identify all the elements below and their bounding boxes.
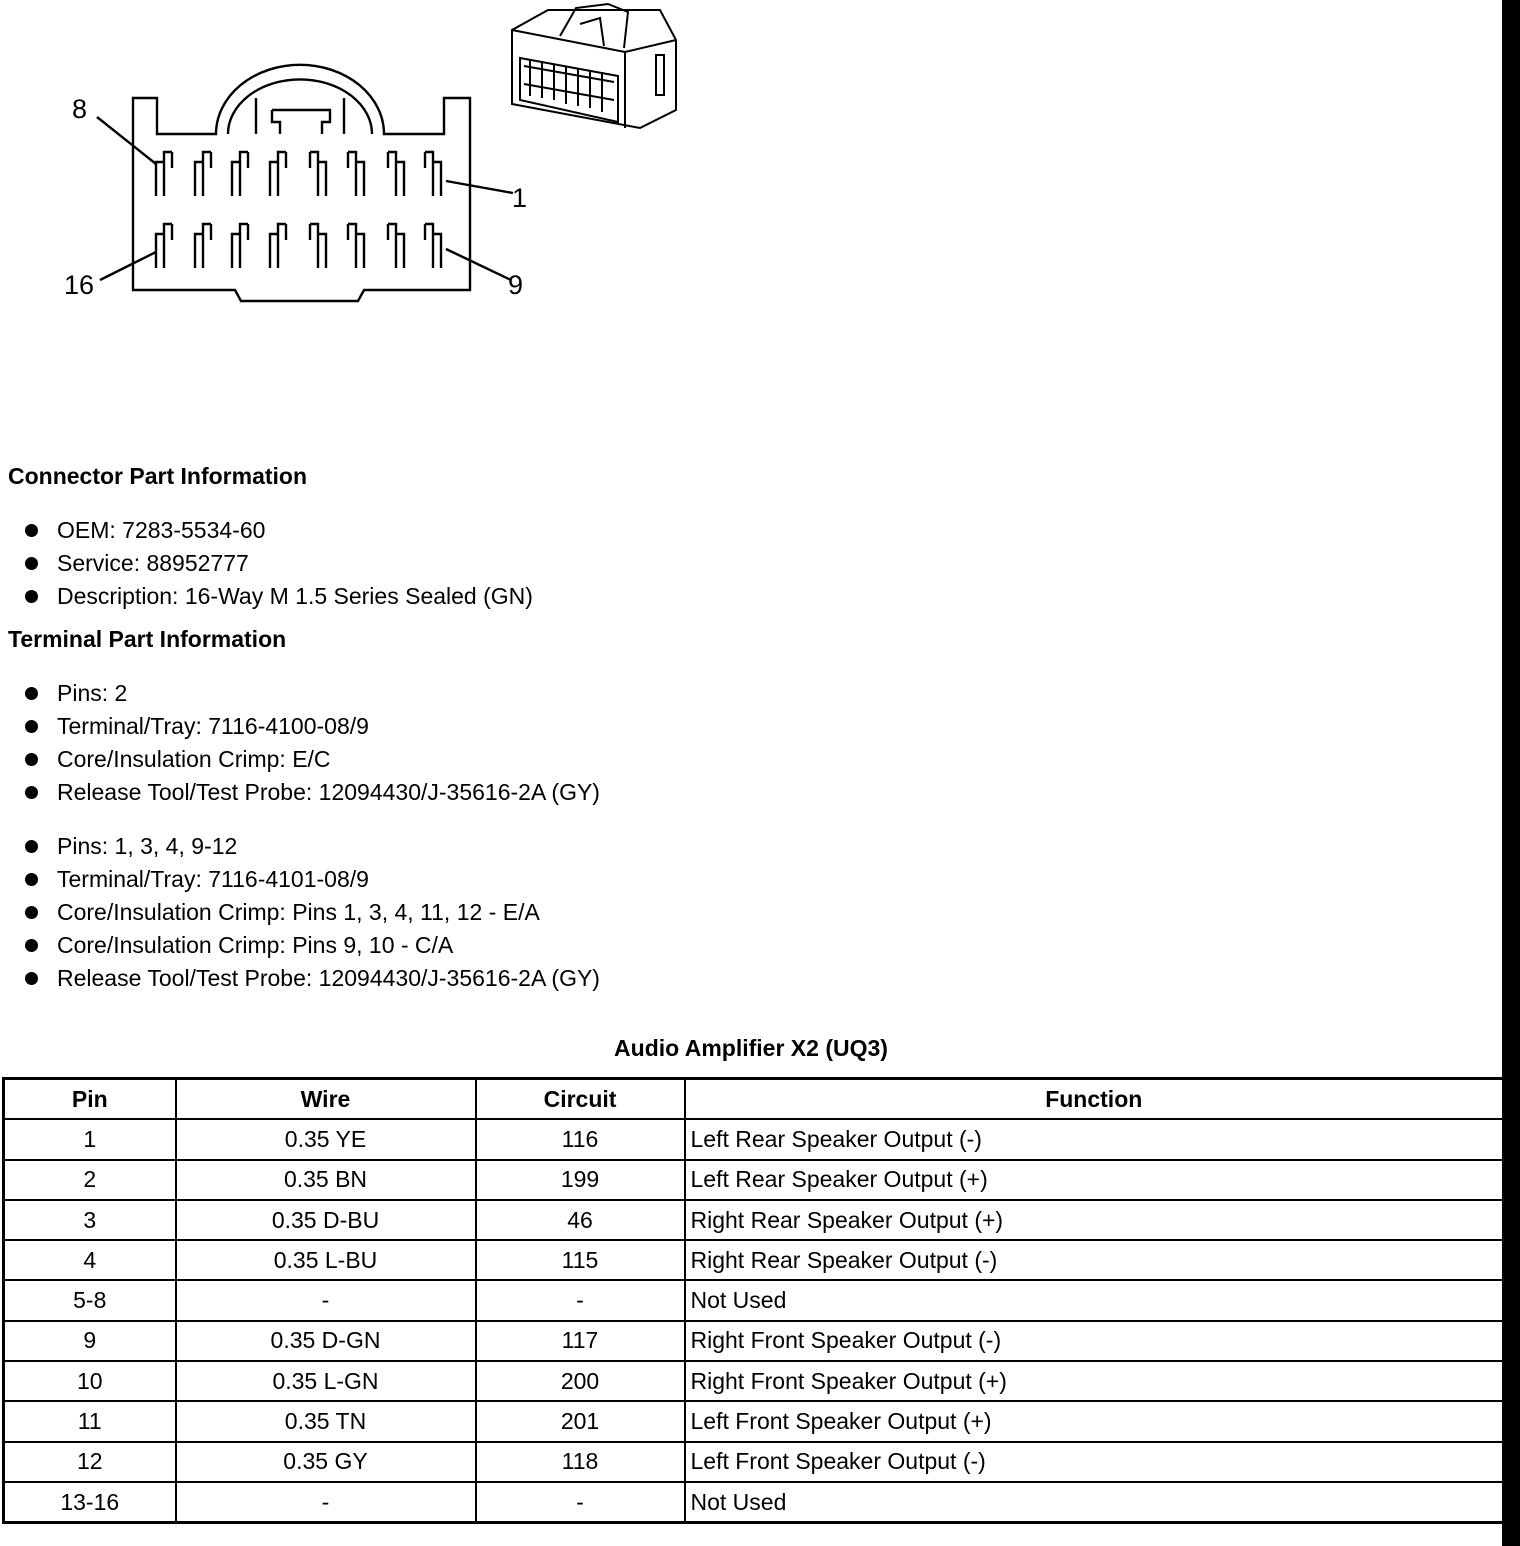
- pinout-table: [2, 1077, 1505, 1524]
- list-item: Pins: 2: [24, 677, 600, 710]
- cell-pin: 13-16: [4, 1482, 176, 1523]
- cell-function: Left Front Speaker Output (-): [685, 1442, 1504, 1482]
- table-row: [4, 1200, 1504, 1240]
- col-header-function: Function: [685, 1079, 1504, 1120]
- list-item: Terminal/Tray: 7116-4101-08/9: [24, 863, 600, 896]
- terminal-cavity: [156, 152, 172, 196]
- cell-function: Right Front Speaker Output (-): [685, 1321, 1504, 1361]
- cell-wire: 0.35 YE: [176, 1119, 476, 1159]
- cell-pin: 9: [4, 1321, 176, 1361]
- list-item: Service: 88952777: [24, 547, 533, 580]
- cell-pin: 5-8: [4, 1280, 176, 1320]
- cell-circuit: -: [476, 1482, 685, 1523]
- pin-label-1: 1: [512, 183, 528, 213]
- cell-pin: 3: [4, 1200, 176, 1240]
- cell-function: Right Front Speaker Output (+): [685, 1361, 1504, 1401]
- cell-circuit: 115: [476, 1240, 685, 1280]
- terminal-cavity: [195, 152, 211, 196]
- cell-pin: 2: [4, 1160, 176, 1200]
- cell-circuit: 117: [476, 1321, 685, 1361]
- cell-pin: 11: [4, 1401, 176, 1441]
- table-row: [4, 1361, 1504, 1401]
- cell-wire: 0.35 L-BU: [176, 1240, 476, 1280]
- cell-wire: 0.35 D-GN: [176, 1321, 476, 1361]
- connector-isometric-sketch: [512, 4, 676, 128]
- table-row: [4, 1119, 1504, 1159]
- cell-wire: 0.35 GY: [176, 1442, 476, 1482]
- col-header-pin: Pin: [4, 1079, 176, 1120]
- cell-circuit: -: [476, 1280, 685, 1320]
- cell-circuit: 199: [476, 1160, 685, 1200]
- cell-circuit: 118: [476, 1442, 685, 1482]
- terminal-cavity: [232, 224, 248, 268]
- list-item: OEM: 7283-5534-60: [24, 514, 533, 547]
- list-item: Terminal/Tray: 7116-4100-08/9: [24, 710, 600, 743]
- cell-pin: 4: [4, 1240, 176, 1280]
- list-item: Pins: 1, 3, 4, 9-12: [24, 830, 600, 863]
- terminal-cavity: [310, 152, 326, 196]
- terminal-info-list-2: [24, 830, 600, 995]
- cell-function: Left Front Speaker Output (+): [685, 1401, 1504, 1441]
- pin-label-9: 9: [508, 270, 524, 300]
- list-item: Core/Insulation Crimp: Pins 1, 3, 4, 11, 12 - E/A: [24, 896, 600, 929]
- cell-circuit: 116: [476, 1119, 685, 1159]
- table-row: [4, 1442, 1504, 1482]
- col-header-circuit: Circuit: [476, 1079, 685, 1120]
- cell-wire: 0.35 D-BU: [176, 1200, 476, 1240]
- table-row: [4, 1321, 1504, 1361]
- list-item: Core/Insulation Crimp: E/C: [24, 743, 600, 776]
- cell-wire: 0.35 L-GN: [176, 1361, 476, 1401]
- cell-pin: 10: [4, 1361, 176, 1401]
- terminal-cavity: [232, 152, 248, 196]
- list-item: Description: 16-Way M 1.5 Series Sealed (GN): [24, 580, 533, 613]
- cell-circuit: 46: [476, 1200, 685, 1240]
- terminal-cavity: [270, 224, 286, 268]
- table-header-row: [4, 1079, 1504, 1120]
- cell-circuit: 200: [476, 1361, 685, 1401]
- terminal-cavity: [195, 224, 211, 268]
- cell-circuit: 201: [476, 1401, 685, 1441]
- pin-label-16: 16: [64, 270, 95, 300]
- terminal-cavity: [388, 224, 404, 268]
- table-row: [4, 1401, 1504, 1441]
- cell-function: Right Rear Speaker Output (-): [685, 1240, 1504, 1280]
- cell-function: Left Rear Speaker Output (+): [685, 1160, 1504, 1200]
- terminal-info-title: Terminal Part Information: [8, 626, 287, 652]
- terminal-cavity: [425, 224, 441, 268]
- terminal-cavity: [156, 224, 172, 268]
- list-item: Release Tool/Test Probe: 12094430/J-35616-2A (GY): [24, 962, 600, 995]
- table-row: [4, 1240, 1504, 1280]
- cell-wire: -: [176, 1482, 476, 1523]
- terminal-cavity: [348, 152, 364, 196]
- cell-pin: 1: [4, 1119, 176, 1159]
- connector-info-title: Connector Part Information: [8, 463, 308, 489]
- terminal-cavity: [425, 152, 441, 196]
- list-item: Core/Insulation Crimp: Pins 9, 10 - C/A: [24, 929, 600, 962]
- cell-wire: -: [176, 1280, 476, 1320]
- cell-function: Left Rear Speaker Output (-): [685, 1119, 1504, 1159]
- table-row: [4, 1482, 1504, 1523]
- table-row: [4, 1280, 1504, 1320]
- cell-wire: 0.35 TN: [176, 1401, 476, 1441]
- col-header-wire: Wire: [176, 1079, 476, 1120]
- cell-wire: 0.35 BN: [176, 1160, 476, 1200]
- table-title: Audio Amplifier X2 (UQ3): [614, 1035, 888, 1061]
- terminal-cavity: [388, 152, 404, 196]
- table-row: [4, 1160, 1504, 1200]
- cell-function: Right Rear Speaker Output (+): [685, 1200, 1504, 1240]
- terminal-cavity: [310, 224, 326, 268]
- terminal-info-list-1: [24, 677, 600, 809]
- cell-function: Not Used: [685, 1280, 1504, 1320]
- cell-pin: 12: [4, 1442, 176, 1482]
- terminal-cavity: [270, 152, 286, 196]
- terminal-cavity: [348, 224, 364, 268]
- list-item: Release Tool/Test Probe: 12094430/J-35616-2A (GY): [24, 776, 600, 809]
- pin-label-8: 8: [72, 94, 88, 124]
- connector-info-list: [24, 514, 533, 613]
- cell-function: Not Used: [685, 1482, 1504, 1523]
- connector-diagram: [0, 0, 700, 330]
